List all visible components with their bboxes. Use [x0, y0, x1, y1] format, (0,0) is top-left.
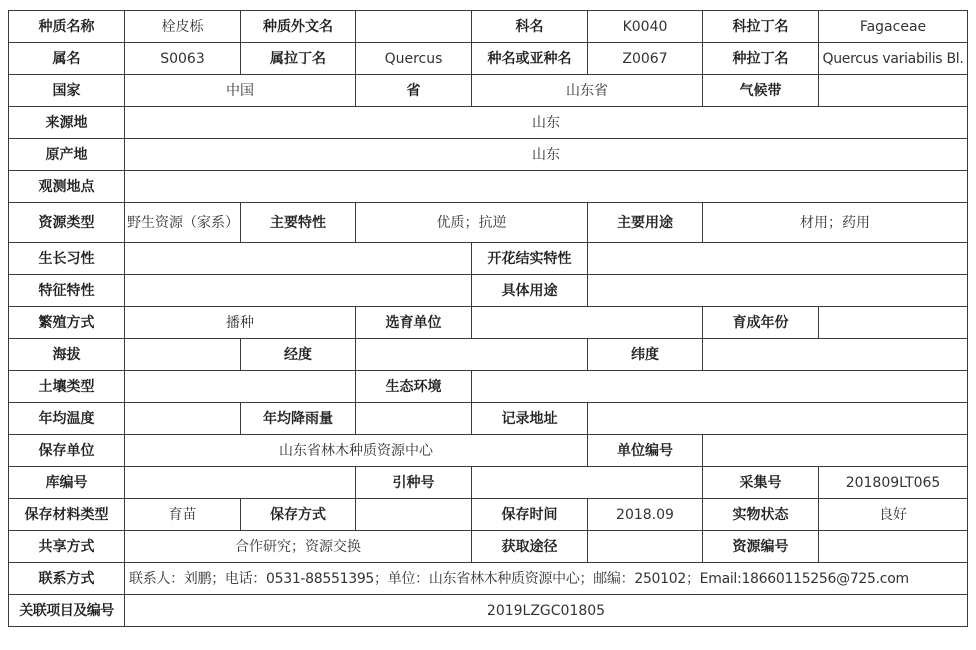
unit-number-label: 单位编号 — [588, 435, 703, 467]
growth-habit-label: 生长习性 — [9, 243, 125, 275]
breeding-year-label: 育成年份 — [703, 307, 819, 339]
project-value: 2019LZGC01805 — [125, 595, 968, 627]
family-latin-value: Fagaceae — [819, 11, 968, 43]
physical-state-value: 良好 — [819, 499, 968, 531]
row-propagation — [9, 307, 968, 339]
sharing-label: 共享方式 — [9, 531, 125, 563]
rainfall-value — [356, 403, 472, 435]
foreign-name-label: 种质外文名 — [241, 11, 356, 43]
acquisition-label: 获取途径 — [472, 531, 588, 563]
acquisition-value — [588, 531, 703, 563]
main-use-label: 主要用途 — [588, 203, 703, 243]
observation-site-value — [125, 171, 968, 203]
row-origin — [9, 139, 968, 171]
contact-value: 联系人：刘鹏；电话：0531-88551395；单位：山东省林木种质资源中心；邮编：250102；Email:18660115256@725.com — [125, 563, 968, 595]
altitude-value — [125, 339, 241, 371]
sharing-value: 合作研究；资源交换 — [125, 531, 472, 563]
resource-type-value: 野生资源（家系） — [125, 203, 241, 243]
physical-state-label: 实物状态 — [703, 499, 819, 531]
characteristics-value — [125, 275, 472, 307]
specific-use-label: 具体用途 — [472, 275, 588, 307]
source-value: 山东 — [125, 107, 968, 139]
row-soil — [9, 371, 968, 403]
family-value: K0040 — [588, 11, 703, 43]
breeding-year-value — [819, 307, 968, 339]
ecology-value — [472, 371, 968, 403]
row-germplasm-name — [9, 11, 968, 43]
row-observation-site — [9, 171, 968, 203]
genus-latin-value: Quercus — [356, 43, 472, 75]
observation-site-label: 观测地点 — [9, 171, 125, 203]
specific-use-value — [588, 275, 968, 307]
family-latin-label: 科拉丁名 — [703, 11, 819, 43]
growth-habit-value — [125, 243, 472, 275]
storage-material-value: 育苗 — [125, 499, 241, 531]
species-latin-value: Quercus variabilis Bl. — [819, 43, 968, 75]
breeder-value — [472, 307, 703, 339]
row-source — [9, 107, 968, 139]
germplasm-name-label: 种质名称 — [9, 11, 125, 43]
genus-value: S0063 — [125, 43, 241, 75]
soil-type-value — [125, 371, 356, 403]
latitude-value — [703, 339, 968, 371]
library-number-label: 库编号 — [9, 467, 125, 499]
soil-type-label: 土壤类型 — [9, 371, 125, 403]
species-label: 种名或亚种名 — [472, 43, 588, 75]
row-storage-material — [9, 499, 968, 531]
climate-zone-label: 气候带 — [703, 75, 819, 107]
storage-time-label: 保存时间 — [472, 499, 588, 531]
introduction-number-label: 引种号 — [356, 467, 472, 499]
source-label: 来源地 — [9, 107, 125, 139]
row-contact — [9, 563, 968, 595]
species-value: Z0067 — [588, 43, 703, 75]
row-characteristics — [9, 275, 968, 307]
province-label: 省 — [356, 75, 472, 107]
country-value: 中国 — [125, 75, 356, 107]
family-label: 科名 — [472, 11, 588, 43]
province-value: 山东省 — [472, 75, 703, 107]
germplasm-name-value: 栓皮栎 — [125, 11, 241, 43]
record-address-value — [588, 403, 968, 435]
longitude-label: 经度 — [241, 339, 356, 371]
flowering-value — [588, 243, 968, 275]
flowering-label: 开花结实特性 — [472, 243, 588, 275]
longitude-value — [356, 339, 588, 371]
row-sharing — [9, 531, 968, 563]
foreign-name-value — [356, 11, 472, 43]
main-trait-value: 优质；抗逆 — [356, 203, 588, 243]
climate-zone-value — [819, 75, 968, 107]
temperature-value — [125, 403, 241, 435]
latitude-label: 纬度 — [588, 339, 703, 371]
storage-time-value: 2018.09 — [588, 499, 703, 531]
ecology-label: 生态环境 — [356, 371, 472, 403]
breeder-label: 选育单位 — [356, 307, 472, 339]
row-altitude — [9, 339, 968, 371]
rainfall-label: 年均降雨量 — [241, 403, 356, 435]
altitude-label: 海拔 — [9, 339, 125, 371]
storage-material-label: 保存材料类型 — [9, 499, 125, 531]
unit-number-value — [703, 435, 968, 467]
row-project — [9, 595, 968, 627]
contact-label: 联系方式 — [9, 563, 125, 595]
main-trait-label: 主要特性 — [241, 203, 356, 243]
collection-number-value: 201809LT065 — [819, 467, 968, 499]
germplasm-info-table — [8, 10, 968, 627]
storage-method-label: 保存方式 — [241, 499, 356, 531]
row-country — [9, 75, 968, 107]
resource-type-label: 资源类型 — [9, 203, 125, 243]
row-resource-type — [9, 203, 968, 243]
collection-number-label: 采集号 — [703, 467, 819, 499]
origin-label: 原产地 — [9, 139, 125, 171]
storage-unit-value: 山东省林木种质资源中心 — [125, 435, 588, 467]
temperature-label: 年均温度 — [9, 403, 125, 435]
propagation-value: 播种 — [125, 307, 356, 339]
row-temperature — [9, 403, 968, 435]
project-label: 关联项目及编号 — [9, 595, 125, 627]
propagation-label: 繁殖方式 — [9, 307, 125, 339]
row-growth-habit — [9, 243, 968, 275]
origin-value: 山东 — [125, 139, 968, 171]
row-library-number — [9, 467, 968, 499]
storage-unit-label: 保存单位 — [9, 435, 125, 467]
record-address-label: 记录地址 — [472, 403, 588, 435]
genus-latin-label: 属拉丁名 — [241, 43, 356, 75]
row-genus — [9, 43, 968, 75]
characteristics-label: 特征特性 — [9, 275, 125, 307]
species-latin-label: 种拉丁名 — [703, 43, 819, 75]
storage-method-value — [356, 499, 472, 531]
genus-label: 属名 — [9, 43, 125, 75]
library-number-value — [125, 467, 356, 499]
row-storage-unit — [9, 435, 968, 467]
resource-number-value — [819, 531, 968, 563]
introduction-number-value — [472, 467, 703, 499]
resource-number-label: 资源编号 — [703, 531, 819, 563]
country-label: 国家 — [9, 75, 125, 107]
main-use-value: 材用；药用 — [703, 203, 968, 243]
